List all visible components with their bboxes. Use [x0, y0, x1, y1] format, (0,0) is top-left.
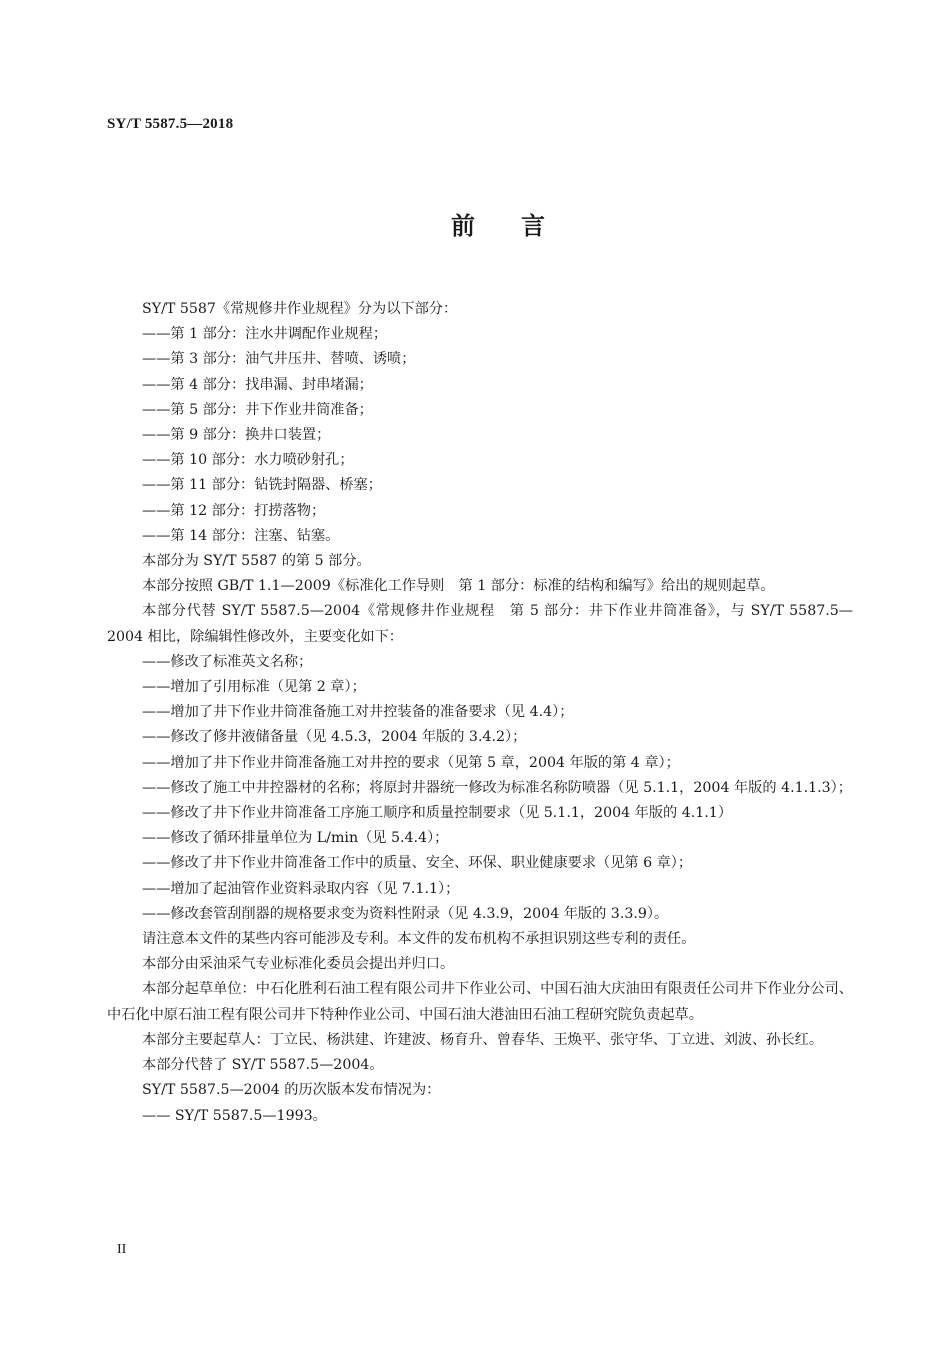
part-list-item: ——第 14 部分：注塞、钻塞。: [142, 527, 340, 544]
change-list-item: ——修改了循环排量单位为 L/min（见 5.4.4）；: [142, 830, 449, 847]
change-list-item: ——修改了井下作业井筒准备工作中的质量、安全、环保、职业健康要求（见第 6 章）；: [142, 855, 693, 872]
drafters-paragraph: 本部分主要起草人：丁立民、杨洪建、许建波、杨育升、曾春华、王焕平、张守华、丁立进、刘波、孙长红。: [142, 1031, 824, 1048]
change-list-item: ——增加了井下作业井筒准备施工对井控的要求（见第 5 章，2004 年版的第 4 章）；: [142, 754, 680, 771]
change-list-item: ——修改了修井液储备量（见 4.5.3，2004 年版的 3.4.2）；: [142, 729, 527, 746]
part-list-item: ——第 11 部分：钻铣封隔器、桥塞；: [142, 477, 382, 494]
history-list-item: —— SY/T 5587.5—1993。: [142, 1107, 327, 1124]
change-list-item: ——修改套管刮削器的规格要求变为资料性附录（见 4.3.9，2004 年版的 3.3.9）。: [142, 905, 669, 922]
change-list-item: ——修改了施工中井控器材的名称；将原封井器统一修改为标准名称防喷器（见 5.1.1，2004 年版的 4.1.1.3）；: [142, 779, 852, 796]
page-title: 前言: [451, 212, 591, 240]
replaces-paragraph: 本部分代替 SY/T 5587.5—2004《常规修井作业规程 第 5 部分：井下作业井筒准备》，与 SY/T 5587.5—2004 相比，除编辑性修改外，主要变化如下：: [107, 603, 853, 645]
part-list-item: ——第 5 部分：井下作业井筒准备；: [142, 401, 373, 418]
change-list-item: ——修改了标准英文名称；: [142, 653, 313, 670]
standard-number: SY/T 5587.5—2018: [107, 116, 234, 132]
part-list-item: ——第 1 部分：注水井调配作业规程；: [142, 326, 388, 343]
drafting-rules-paragraph: 本部分按照 GB/T 1.1—2009《标准化工作导则 第 1 部分：标准的结构和编写》给出的规则起草。: [142, 578, 775, 595]
part-list-item: ——第 4 部分：找串漏、封串堵漏；: [142, 376, 373, 393]
part-list-item: ——第 9 部分：换井口装置；: [142, 427, 331, 444]
page-number: II: [117, 1242, 127, 1257]
part-list-item: ——第 12 部分：打捞落物；: [142, 502, 326, 519]
drafting-units-paragraph: 本部分起草单位：中石化胜利石油工程有限公司井下作业公司、中国石油大庆油田有限责任公司井下作业分公司、中石化中原石油工程有限公司井下特种作业公司、中国石油大港油田石油工程研究院负责起草。: [107, 981, 853, 1023]
part-list-item: ——第 10 部分：水力喷砂射孔；: [142, 452, 354, 469]
foreword-body: [107, 297, 853, 1129]
change-list-item: ——增加了起油管作业资料录取内容（见 7.1.1）；: [142, 880, 460, 897]
change-list-item: ——增加了引用标准（见第 2 章）；: [142, 679, 366, 696]
proposed-by-paragraph: 本部分由采油采气专业标准化委员会提出并归口。: [142, 956, 455, 973]
replaced-paragraph: 本部分代替了 SY/T 5587.5—2004。: [142, 1057, 384, 1074]
history-paragraph: SY/T 5587.5—2004 的历次版本发布情况为：: [142, 1082, 441, 1099]
this-part-paragraph: 本部分为 SY/T 5587 的第 5 部分。: [142, 553, 371, 570]
patent-notice-paragraph: 请注意本文件的某些内容可能涉及专利。本文件的发布机构不承担识别这些专利的责任。: [142, 931, 696, 948]
part-list-item: ——第 3 部分：油气井压井、替喷、诱喷；: [142, 351, 416, 368]
intro-paragraph: SY/T 5587《常规修井作业规程》分为以下部分：: [142, 301, 458, 317]
change-list-item: ——修改了井下作业井筒准备工序施工顺序和质量控制要求（见 5.1.1，2004 年版的 4.1.1）: [142, 805, 733, 822]
change-list-item: ——增加了井下作业井筒准备施工对井控装备的准备要求（见 4.4）；: [142, 704, 574, 721]
